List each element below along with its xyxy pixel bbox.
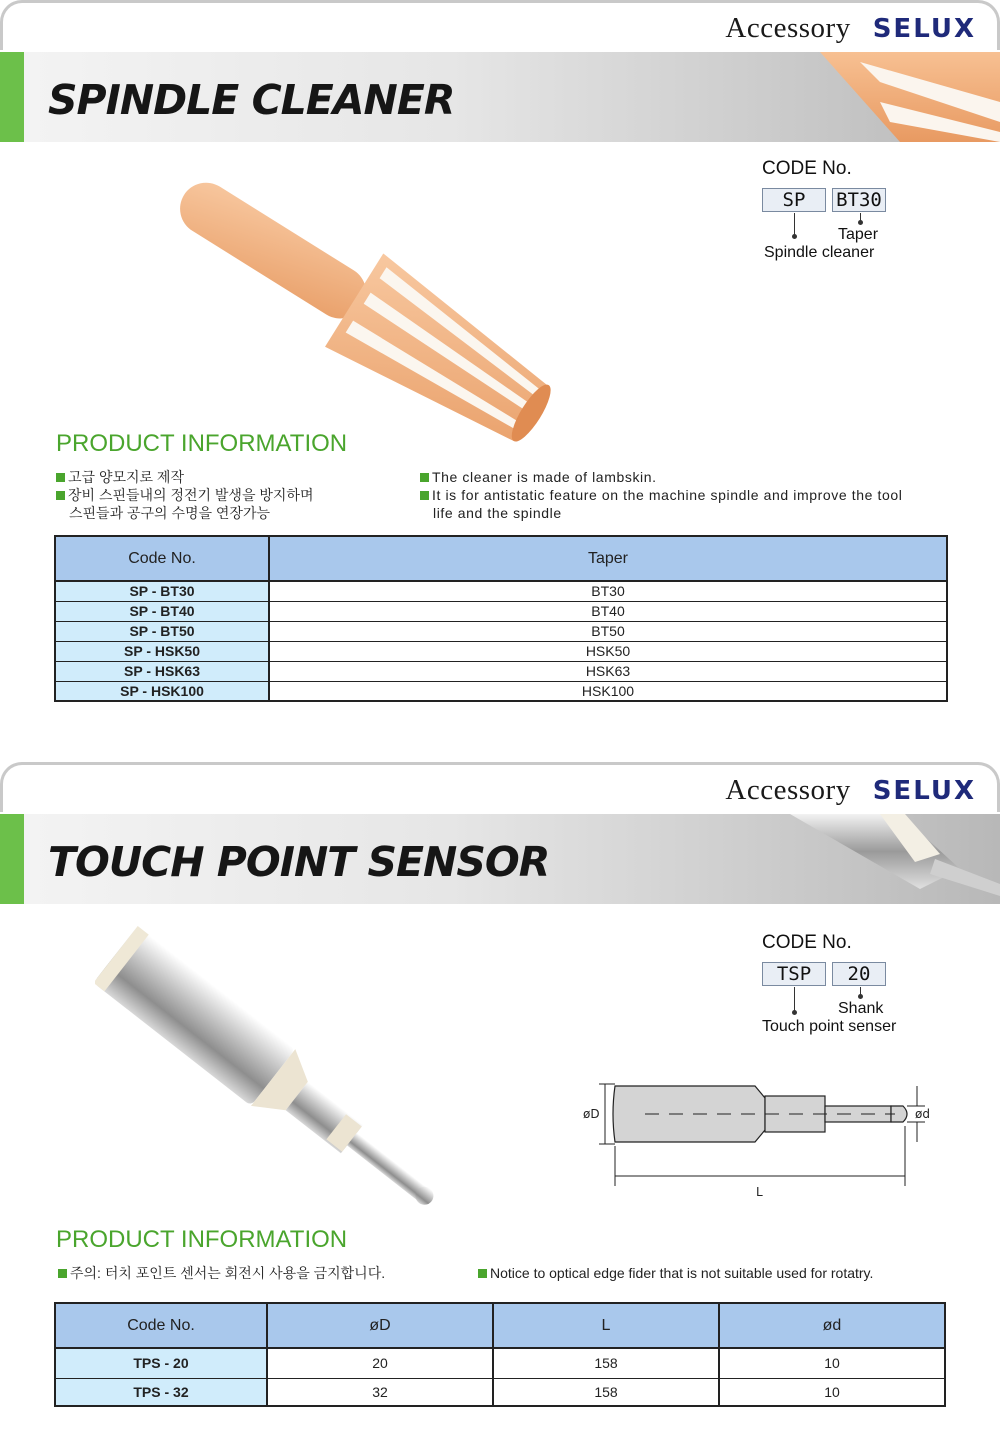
- kr-bullet: 장비 스핀들내의 정전기 발생을 방지하며: [56, 486, 313, 504]
- section-title: TOUCH POINT SENSOR: [48, 838, 550, 886]
- diameter-d-cell: 10: [719, 1348, 945, 1378]
- table-row: [55, 581, 947, 601]
- code-number-block: [762, 932, 962, 1035]
- kr-bullet-continued: 스핀들과 공구의 수명을 연장가능: [69, 505, 271, 521]
- code-cell: TPS - 20: [55, 1348, 267, 1378]
- spindle-cleaner-desc: Spindle cleaner: [764, 244, 875, 261]
- length-cell: 158: [493, 1378, 719, 1406]
- diameter-d-cell: 10: [719, 1378, 945, 1406]
- spindle-spec-table: [54, 535, 948, 702]
- code-cell: TPS - 32: [55, 1378, 267, 1406]
- table-header-row: [55, 536, 947, 581]
- bullet-square-icon: [58, 1269, 67, 1278]
- section-header: [0, 762, 1000, 902]
- section-header: [0, 0, 1000, 140]
- bullet-square-icon: [56, 491, 65, 500]
- taper-cell: HSK63: [269, 661, 947, 681]
- shank-desc: Shank: [838, 1000, 884, 1017]
- dim-D-label: øD: [583, 1107, 600, 1121]
- column-header: Code No.: [55, 536, 269, 581]
- connector-dot: [858, 220, 863, 225]
- brand-accessory: Accessory: [725, 774, 851, 806]
- code-number-block: [762, 158, 962, 261]
- taper-cell: HSK50: [269, 641, 947, 661]
- table-row: [55, 1378, 945, 1406]
- table-row: [55, 641, 947, 661]
- code-boxes: [762, 962, 962, 986]
- touch-point-sensor-section: [0, 762, 1000, 1450]
- code-part-shank: 20: [832, 962, 886, 986]
- bullet-square-icon: [420, 473, 429, 482]
- code-cell: SP - HSK50: [55, 641, 269, 661]
- code-cell: SP - BT50: [55, 621, 269, 641]
- column-header: øD: [267, 1303, 493, 1348]
- sensor-spec-table: [54, 1302, 946, 1407]
- connector-dot: [792, 234, 797, 239]
- brand: [725, 12, 976, 45]
- en-bullet: Notice to optical edge fider that is not suitable used for rotatry.: [478, 1264, 873, 1282]
- code-cell: SP - BT40: [55, 601, 269, 621]
- table-row: [55, 661, 947, 681]
- code-label: CODE No.: [762, 932, 852, 953]
- table-row: [55, 681, 947, 701]
- code-part-prefix: SP: [762, 188, 826, 212]
- spindle-cleaner-image: [170, 170, 600, 450]
- table-row: [55, 601, 947, 621]
- code-cell: SP - HSK100: [55, 681, 269, 701]
- code-cell: SP - HSK63: [55, 661, 269, 681]
- accent-bar: [0, 52, 24, 142]
- kr-bullet: 고급 양모지로 제작: [56, 468, 184, 486]
- section-title: SPINDLE CLEANER: [48, 76, 455, 124]
- selux-logo: SELUX: [872, 14, 976, 44]
- dim-L-label: L: [756, 1185, 763, 1199]
- bullet-square-icon: [56, 473, 65, 482]
- info-heading: PRODUCT INFORMATION: [56, 1226, 348, 1253]
- en-bullet: The cleaner is made of lambskin.: [420, 468, 657, 486]
- brand: [725, 774, 976, 807]
- code-part-taper: BT30: [832, 188, 886, 212]
- accent-bar: [0, 814, 24, 904]
- code-boxes: [762, 188, 962, 212]
- kr-bullet: 주의: 터치 포인트 센서는 회전시 사용을 금지합니다.: [58, 1264, 385, 1282]
- touch-sensor-image: [95, 922, 475, 1242]
- taper-cell: BT50: [269, 621, 947, 641]
- dim-d-label: ød: [915, 1107, 930, 1121]
- code-label: CODE No.: [762, 158, 852, 179]
- selux-logo: SELUX: [872, 776, 976, 806]
- table-row: [55, 1348, 945, 1378]
- taper-cell: BT40: [269, 601, 947, 621]
- info-heading: PRODUCT INFORMATION: [56, 430, 348, 457]
- code-cell: SP - BT30: [55, 581, 269, 601]
- connector-dot: [858, 994, 863, 999]
- table-header-row: [55, 1303, 945, 1348]
- taper-desc: Taper: [838, 226, 879, 243]
- dimension-drawing: [575, 1074, 945, 1204]
- diameter-D-cell: 20: [267, 1348, 493, 1378]
- en-bullet-continued: life and the spindle: [433, 505, 562, 521]
- column-header: Code No.: [55, 1303, 267, 1348]
- en-bullet: It is for antistatic feature on the machine spindle and improve the tool: [420, 486, 902, 504]
- column-header: L: [493, 1303, 719, 1348]
- bullet-square-icon: [478, 1269, 487, 1278]
- taper-cell: HSK100: [269, 681, 947, 701]
- connector-dot: [792, 1010, 797, 1015]
- taper-cell: BT30: [269, 581, 947, 601]
- code-part-prefix: TSP: [762, 962, 826, 986]
- length-cell: 158: [493, 1348, 719, 1378]
- table-row: [55, 621, 947, 641]
- diameter-D-cell: 32: [267, 1378, 493, 1406]
- column-header: Taper: [269, 536, 947, 581]
- column-header: ød: [719, 1303, 945, 1348]
- touch-point-senser-desc: Touch point senser: [762, 1018, 897, 1035]
- brand-accessory: Accessory: [725, 12, 851, 44]
- bullet-square-icon: [420, 491, 429, 500]
